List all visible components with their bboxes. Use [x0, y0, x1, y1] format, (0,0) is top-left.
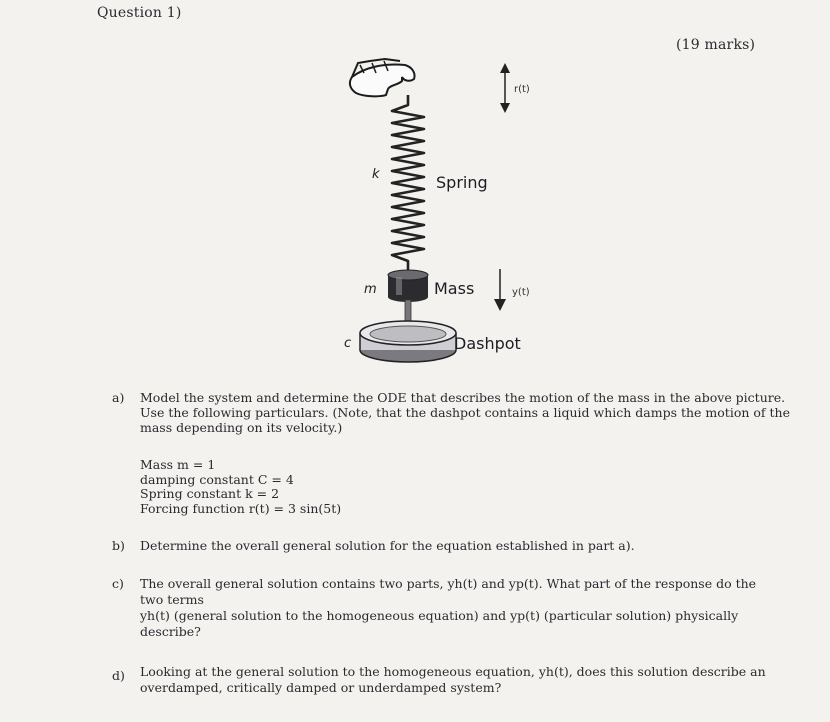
m-symbol: m [364, 282, 377, 297]
part-c-line: two terms [140, 592, 204, 607]
part-d-line: Looking at the general solution to the homogeneous equation, yh(t), does this solution describe an [140, 664, 766, 679]
dashpot-label: Dashpot [454, 334, 521, 353]
part-b-letter: b) [112, 538, 125, 553]
param-forcing: Forcing function r(t) = 3 sin(5t) [140, 500, 342, 516]
hand-icon [350, 59, 415, 96]
param-spring: Spring constant k = 2 [140, 486, 280, 501]
spring-mass-dashpot-figure [330, 55, 590, 385]
param-damping: damping constant C = 4 [140, 471, 294, 487]
part-d-text [140, 664, 780, 696]
question-title: Question 1) [97, 5, 182, 21]
c-symbol: c [344, 336, 352, 351]
mass-block [388, 270, 428, 302]
y-label: y(t) [512, 287, 530, 298]
part-a-params [140, 458, 341, 516]
y-arrow-icon [494, 269, 506, 311]
part-a-line: mass depending on its velocity.) [140, 420, 343, 435]
marks-label: (19 marks) [676, 37, 756, 53]
param-mass: Mass m = 1 [140, 457, 216, 472]
part-c-line: yh(t) (general solution to the homogeneous equation) and yp(t) (particular solution) physically [140, 608, 739, 623]
part-c-text [140, 576, 780, 640]
r-label: r(t) [514, 84, 530, 95]
part-c-line: The overall general solution contains two parts, yh(t) and yp(t). What part of the response do the [140, 576, 757, 591]
part-a-letter: a) [112, 390, 125, 405]
dashpot-cylinder [360, 321, 456, 362]
part-a-line: Use the following particulars. (Note, that the dashpot contains a liquid which damps the motion of the [140, 405, 790, 420]
k-symbol: k [372, 167, 380, 182]
mass-label: Mass [434, 279, 475, 298]
part-d-letter: d) [112, 668, 125, 683]
spring-label: Spring [436, 173, 488, 192]
part-a-text [140, 390, 790, 435]
part-c-line: describe? [140, 624, 201, 639]
part-d-line: overdamped, critically damped or underdamped system? [140, 680, 502, 695]
spring-coil [392, 95, 424, 273]
r-arrow-icon [500, 63, 510, 113]
part-c-letter: c) [112, 576, 124, 591]
part-a-line: Model the system and determine the ODE that describes the motion of the mass in the above picture. [140, 390, 786, 405]
part-b-text: Determine the overall general solution for the equation established in part a). [140, 538, 635, 553]
